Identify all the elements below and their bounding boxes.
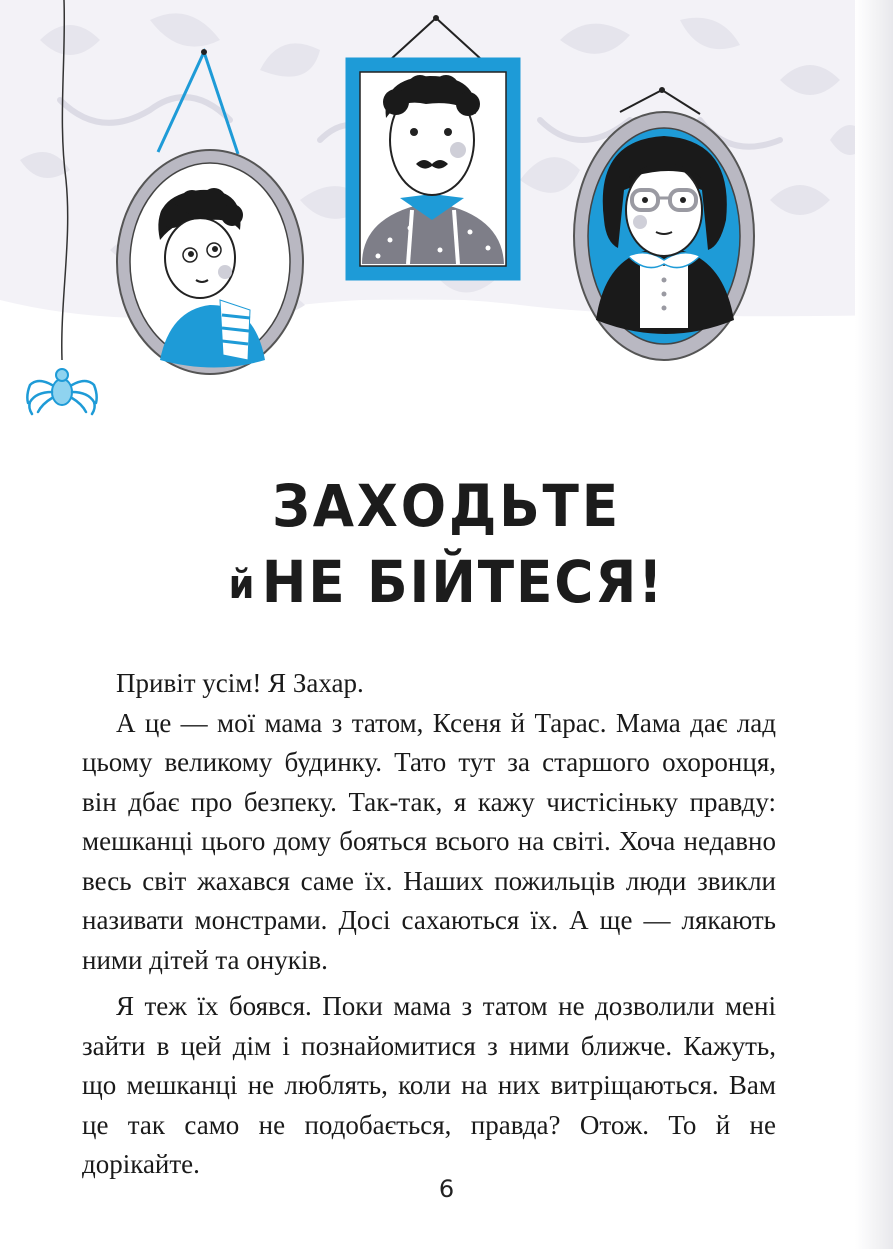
page-number: 6	[438, 1175, 455, 1203]
chapter-title	[0, 468, 893, 623]
page-edge-shadow	[855, 0, 893, 1249]
portraits-illustration	[0, 0, 893, 440]
chapter-title-conjunction: й	[228, 562, 257, 608]
paragraph-3: Я теж їх боявся. Поки мама з татом не дозволили мені зайти в цей дім і познайомитися з ними ближче. Кажуть, що мешканці не люблять, коли на них витріщаються. Вам це так само не подобається, правда? Отож. То й не дорікайте.	[82, 991, 776, 1179]
paragraph-1: Привіт усім! Я Захар.	[116, 668, 364, 698]
chapter-title-line2	[36, 544, 858, 623]
body-text	[82, 664, 776, 1185]
chapter-title-line1: ЗАХОДЬТЕ	[272, 472, 621, 540]
chapter-title-line2-text: НЕ БІЙТЕСЯ!	[261, 548, 665, 616]
paragraph-2: А це — мої мама з татом, Ксеня й Тарас. Мама дає лад цьому великому будинку. Тато тут за старшого охоронця, він дбає про безпеку. Так-так, я кажу чистісіньку правду: мешканці цього дому бояться всього на світі. Хоча недавно весь світ жахався саме їх. Наших пожильців люди звикли називати монстрами. Досі сахаються їх. А ще — лякають ними дітей та онуків.	[82, 707, 776, 975]
